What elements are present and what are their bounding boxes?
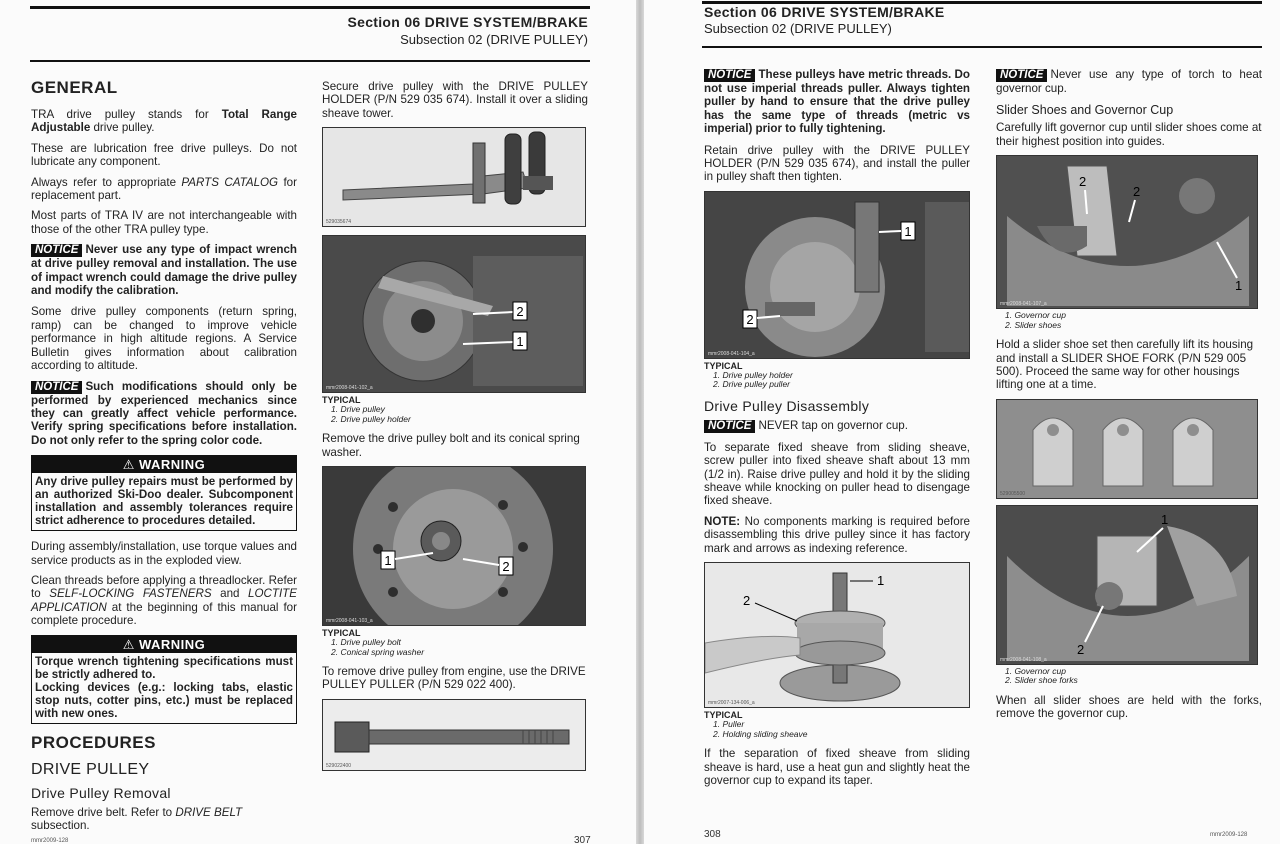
notice-tag: NOTICE (996, 69, 1047, 82)
pulley-holder-tool-illustration (323, 128, 586, 227)
svg-text:1: 1 (384, 553, 392, 569)
warning-text: Torque wrench tightening specifications must be strictly adhered to. Locking devices (e.g.: locking tabs, elastic stop nuts, cotter pins, etc.) must be replaced with new ones. (35, 654, 293, 720)
right-column-1 (704, 68, 970, 794)
figure-pulley-bolt: 1 2 mmr2008-041-103_a (322, 466, 586, 626)
paragraph: Most parts of TRA IV are not interchangeable with those of the other TRA pulley type. (31, 209, 297, 236)
figure-caption-list: 1. Drive pulley 2. Drive pulley holder (331, 404, 411, 424)
section-title: Section 06 DRIVE SYSTEM/BRAKE (704, 4, 945, 20)
svg-text:2: 2 (746, 311, 754, 327)
notice-tag: NOTICE (31, 381, 82, 394)
warning-text: Any drive pulley repairs must be performed by an authorized Ski-Doo dealer. Subcomponent installation and assembly tolerances require strict adherence to procedures detailed. (35, 475, 293, 528)
figure-caption-title: TYPICAL (704, 710, 743, 721)
removal-heading: Drive Pulley Removal (31, 784, 171, 801)
figure-caption-title: TYPICAL (322, 628, 361, 639)
paragraph: Always refer to appropriate PARTS CATALOG for replacement part. (31, 175, 297, 203)
svg-text:1: 1 (877, 573, 885, 589)
paragraph: Retain drive pulley with the DRIVE PULLEY HOLDER (P/N 529 035 674), and install the puller in pulley shaft then tighten. (704, 143, 970, 184)
left-column-2 (322, 80, 588, 771)
notice-tag: NOTICE (704, 420, 755, 433)
figure-caption-list: 1. Governor cup 2. Slider shoe forks (1005, 665, 1078, 686)
notice-box: NOTICE Never use any type of torch to heat governor cup. (996, 68, 1262, 95)
page-number: 308 (704, 829, 721, 840)
paragraph: Hold a slider shoe set then carefully lift its housing and install a SLIDER SHOE FORK (P/N 529 005 500). Proceed the same way for other housings lifting one at a time. (996, 338, 1254, 392)
notice-box: NOTICE These pulleys have metric threads. Do not use imperial threads puller. Always tighten puller by hand to ensure that the drive pulley has the same type of threads (metric vs imperial) prior to fully tightening. (704, 68, 970, 136)
figure-slider-shoe-fork: 529005500 (996, 399, 1258, 499)
notice-box: NOTICE Such modifications should only be performed by experienced mechanics since they can greatly affect vehicle performance. Verify spring specifications before installation. Do not only refer to the spring color code. (31, 379, 297, 447)
procedures-heading: PROCEDURES (31, 732, 156, 752)
svg-text:1: 1 (904, 223, 912, 239)
svg-text:2: 2 (1133, 184, 1141, 200)
page-code: mmr2009-128 (31, 838, 69, 844)
svg-text:2: 2 (1077, 641, 1085, 657)
engine-photo-illustration (323, 236, 586, 393)
paragraph: Remove drive belt. Refer to DRIVE BELT subsection. (31, 805, 243, 832)
figure-caption-list: 1. Drive pulley holder 2. Drive pulley puller (713, 369, 793, 390)
paragraph: When all slider shoes are held with the forks, remove the governor cup. (996, 693, 1262, 721)
slider-shoe-fork-illustration (997, 400, 1258, 499)
notice-tag: NOTICE (704, 69, 755, 82)
svg-text:2: 2 (743, 593, 751, 609)
separating-sheaves-illustration (705, 563, 970, 708)
header-rule-bottom (30, 60, 590, 62)
page-code: mmr2009-128 (1210, 832, 1248, 838)
notice-box: NOTICE Never use any type of impact wrench at drive pulley removal and installation. The use of impact wrench could damage the drive pulley and modify the calibration. (31, 243, 297, 298)
svg-text:1: 1 (1235, 278, 1243, 294)
forks-installed-illustration (997, 506, 1258, 665)
slider-shoes-heading: Slider Shoes and Governor Cup (996, 103, 1174, 118)
header-rule-bottom (702, 46, 1262, 48)
svg-text:1: 1 (1161, 511, 1169, 527)
svg-text:1: 1 (516, 334, 524, 350)
svg-text:2: 2 (516, 304, 524, 320)
figure-caption-title: TYPICAL (322, 395, 361, 406)
section-title: Section 06 DRIVE SYSTEM/BRAKE (347, 14, 588, 30)
subsection-title: Subsection 02 (DRIVE PULLEY) (400, 32, 588, 47)
warning-box (31, 635, 297, 724)
puller-installed-illustration (705, 192, 970, 359)
paragraph: Carefully lift governor cup until slider shoes come at their highest position into guides. (996, 121, 1262, 148)
left-page (0, 0, 636, 844)
figure-puller-installed: 1 2 mmr2008-041-104_a (704, 191, 970, 359)
warning-box (31, 455, 297, 531)
page-number: 307 (574, 835, 591, 844)
figure-caption-title: TYPICAL (704, 360, 743, 371)
paragraph: These are lubrication free drive pulleys. Do not lubricate any component. (31, 141, 297, 169)
paragraph: TRA drive pulley stands for Total Range Adjustable drive pulley. (31, 108, 297, 135)
figure-caption-list: 1. Puller 2. Holding sliding sheave (713, 719, 808, 739)
svg-text:2: 2 (502, 559, 510, 575)
governor-cup-illustration (997, 156, 1258, 309)
paragraph: To separate fixed sheave from sliding sheave, screw puller into fixed sheave shaft about 13 mm (1/2 in). Raise drive pulley and hold it by the sliding sheave while knocking on puller head to disengage fixed sheave. (704, 440, 970, 508)
figure-governor-cup: 2 2 1 mmr2008-041-107_a (996, 155, 1258, 309)
header-rule (30, 6, 590, 9)
paragraph: Secure drive pulley with the DRIVE PULLEY HOLDER (P/N 529 035 674). Install it over a sliding sheave tower. (322, 80, 588, 120)
right-page (644, 0, 1280, 844)
pulley-puller-tool-illustration (323, 700, 586, 771)
figure-separating-sheaves: 1 2 mmr2007-134-006_a (704, 562, 970, 708)
figure-caption-list: 1. Drive pulley bolt 2. Conical spring washer (331, 637, 425, 657)
figure-caption-list: 1. Governor cup 2. Slider shoes (1005, 310, 1066, 330)
left-column-1 (31, 78, 297, 839)
paragraph: To remove drive pulley from engine, use the DRIVE PULLEY PULLER (P/N 529 022 400). (322, 665, 586, 692)
paragraph: If the separation of fixed sheave from sliding sheave is hard, use a heat gun and slightly heat the governor cup to expand its taper. (704, 747, 970, 787)
note-paragraph: NOTE: No components marking is required before disassembling this drive pulley since it has factory mark and arrows as indexing reference. (704, 514, 970, 555)
pulley-bolt-illustration (323, 467, 586, 626)
figure-pulley-holder-tool: 529035674 (322, 127, 586, 227)
disassembly-heading: Drive Pulley Disassembly (704, 397, 870, 414)
paragraph: Some drive pulley components (return spring, ramp) can be changed to improve vehicle performance in high altitude regions. A Service Bulletin gives information about calibration according to altitude. (31, 305, 297, 373)
paragraph: During assembly/installation, use torque values and service products as in the exploded view. (31, 540, 297, 567)
paragraph: Remove the drive pulley bolt and its conical spring washer. (322, 432, 580, 459)
general-heading: GENERAL (31, 78, 118, 97)
figure-forks-installed: 1 2 mmr2008-041-108_a (996, 505, 1258, 665)
warning-header: ⚠ WARNING (32, 636, 296, 653)
paragraph: Clean threads before applying a threadlocker. Refer to SELF-LOCKING FASTENERS and LOCTITE APPLICATION at the beginning of this manual for complete procedure. (31, 573, 297, 628)
drive-pulley-heading: DRIVE PULLEY (31, 760, 150, 778)
figure-pulley-puller-tool: 529022400 (322, 699, 586, 771)
notice-tag: NOTICE (31, 244, 82, 257)
figure-pulley-holder-installed: 2 1 mmr2008-041-102_a (322, 235, 586, 393)
notice-box: NOTICE NEVER tap on governor cup. (704, 419, 970, 433)
svg-text:2: 2 (1079, 174, 1087, 190)
book-gutter (636, 0, 644, 844)
right-column-2 (996, 68, 1262, 728)
warning-header: ⚠ WARNING (32, 456, 296, 473)
subsection-title: Subsection 02 (DRIVE PULLEY) (704, 21, 892, 36)
